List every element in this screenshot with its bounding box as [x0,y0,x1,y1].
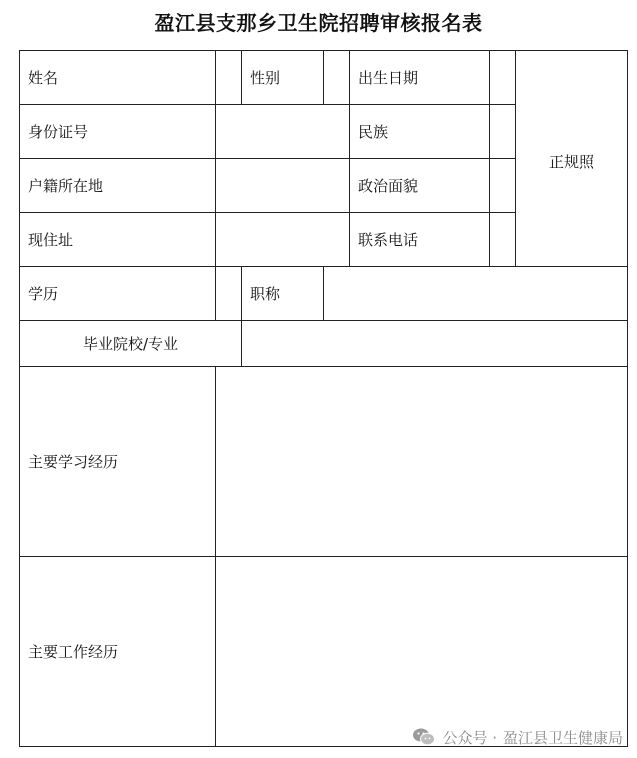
title-field[interactable] [324,267,628,321]
name-label: 姓名 [20,51,216,105]
address-label: 现住址 [20,213,216,267]
ethnicity-label: 民族 [350,105,490,159]
wechat-icon [412,727,436,747]
form-title: 盈江县支那乡卫生院招聘审核报名表 [154,11,483,35]
registration-form-table [19,50,628,747]
study-history-field[interactable] [216,367,628,557]
photo-cell[interactable] [516,51,628,267]
birthdate-label: 出生日期 [350,51,490,105]
gender-field[interactable] [324,51,350,105]
address-field[interactable] [216,213,350,267]
watermark-account: 盈江县卫生健康局 [502,728,623,747]
study-history-label: 主要学习经历 [20,367,216,557]
education-label: 学历 [20,267,216,321]
school-major-label: 毕业院校/专业 [20,321,242,367]
gender-label: 性别 [242,51,324,105]
hukou-field[interactable] [216,159,350,213]
id-number-label: 身份证号 [20,105,216,159]
education-field[interactable] [216,267,242,321]
birthdate-field[interactable] [490,51,516,105]
ethnicity-field[interactable] [490,105,516,159]
photo-label: 正规照 [548,153,594,171]
phone-label: 联系电话 [350,213,490,267]
work-history-label: 主要工作经历 [20,557,216,747]
id-number-field[interactable] [216,105,350,159]
phone-field[interactable] [490,213,516,267]
school-major-field[interactable] [242,321,628,367]
hukou-label: 户籍所在地 [20,159,216,213]
work-history-field[interactable] [216,557,628,747]
political-status-field[interactable] [490,159,516,213]
political-status-label: 政治面貌 [350,159,490,213]
wechat-watermark [412,725,623,749]
name-field[interactable] [216,51,242,105]
watermark-prefix: 公众号 · [442,728,497,747]
title-label: 职称 [242,267,324,321]
